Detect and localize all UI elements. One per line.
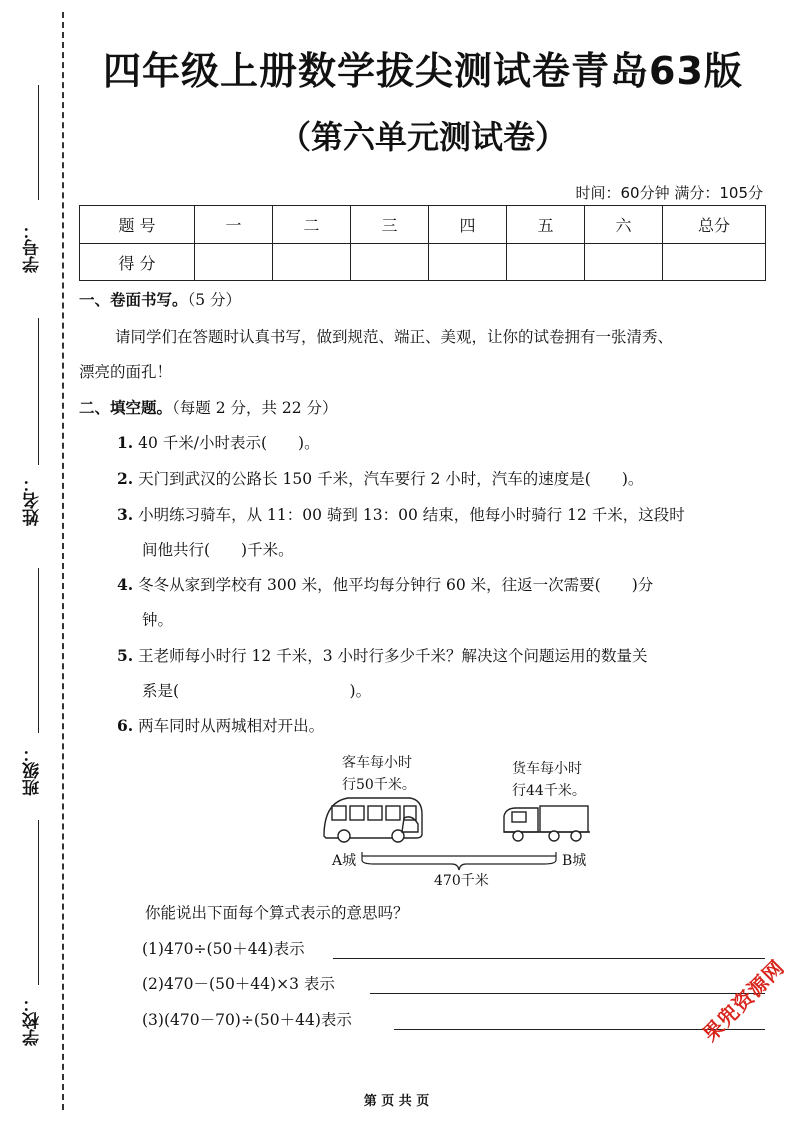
score-cell[interactable]	[663, 244, 766, 281]
score-header-cell: 总分	[663, 206, 766, 244]
q6-item-2: (2)470－(50＋44)×3 表示	[142, 975, 335, 993]
q6-item-3: (3)(470－70)÷(50＋44)表示	[142, 1011, 352, 1029]
exam-info: 时间：60分钟 满分：105分	[575, 184, 763, 202]
page-footer: 第 页 共 页	[363, 1094, 430, 1109]
score-table-header-row	[80, 206, 766, 244]
question-number: 6.	[117, 716, 134, 735]
score-header-cell: 三	[351, 206, 429, 244]
score-table	[79, 205, 766, 281]
name-line	[38, 318, 39, 465]
distance-brace	[362, 852, 556, 870]
section1-heading: 一、卷面书写。	[79, 291, 188, 309]
question-number: 3.	[117, 505, 134, 524]
q6-item-1: (1)470÷(50＋44)表示	[142, 940, 305, 958]
question-6	[117, 716, 324, 736]
truck-icon	[504, 806, 590, 841]
name-label: 姓名：	[23, 475, 43, 526]
question-number: 5.	[117, 646, 134, 665]
q6-prompt: 你能说出下面每个算式表示的意思吗？	[145, 904, 409, 922]
section1-text: 请同学们在答题时认真书写，做到规范、端正、美观，让你的试卷拥有一张清秀、	[115, 328, 674, 346]
city-a-label: A城	[332, 853, 357, 869]
question-4	[117, 575, 653, 595]
city-b-label: B城	[562, 853, 587, 869]
score-cell[interactable]	[273, 244, 351, 281]
bus-icon	[324, 798, 422, 842]
question-number: 2.	[117, 469, 134, 488]
binding-margin	[0, 0, 70, 1122]
question-number: 4.	[117, 575, 134, 594]
score-header-cell: 五	[507, 206, 585, 244]
question-text: 小明练习骑车，从 11：00 骑到 13：00 结束，他每小时骑行 12 千米，这段时	[138, 506, 685, 524]
section2-heading-line	[79, 398, 338, 418]
question-text: 两车同时从两城相对开出。	[138, 717, 325, 735]
section2-heading: 二、填空题。	[79, 399, 173, 417]
question-text: 系是( )。	[142, 682, 372, 700]
watermark: 果兜资源网	[697, 954, 790, 1047]
question-5	[117, 646, 648, 666]
truck-speech-line: 货车每小时	[512, 761, 582, 777]
two-vehicles-figure	[318, 752, 598, 892]
school-label: 学校：	[23, 995, 43, 1046]
score-cell[interactable]	[429, 244, 507, 281]
answer-line[interactable]	[333, 958, 765, 959]
section1-text: 漂亮的面孔！	[79, 363, 173, 381]
section1-points: （5 分）	[187, 291, 242, 309]
question-text: 钟。	[142, 611, 174, 629]
answer-line[interactable]	[370, 993, 765, 994]
score-table-score-row	[80, 244, 766, 281]
score-cell[interactable]	[507, 244, 585, 281]
question-text: 40 千米/小时表示( )。	[138, 434, 320, 452]
score-header-cell: 题 号	[80, 206, 195, 244]
score-row-label: 得 分	[80, 244, 195, 281]
distance-label: 470千米	[434, 873, 489, 889]
question-text: 间他共行( )千米。	[142, 541, 294, 559]
cut-dashed-line	[62, 12, 64, 1110]
question-text: 冬冬从家到学校有 300 米，他平均每分钟行 60 米，往返一次需要( )分	[138, 576, 654, 594]
question-2	[117, 469, 643, 489]
section2-points: （每题 2 分，共 22 分）	[172, 399, 338, 417]
question-number: 1.	[117, 433, 134, 452]
student-id-label: 学号：	[23, 222, 43, 273]
class-label: 班级：	[23, 745, 43, 796]
question-text: 王老师每小时行 12 千米，3 小时行多少千米？解决这个问题运用的数量关	[138, 647, 648, 665]
score-header-cell: 四	[429, 206, 507, 244]
score-header-cell: 六	[585, 206, 663, 244]
school-line	[38, 820, 39, 985]
truck-speech-line: 行44千米。	[512, 783, 586, 799]
question-text: 天门到武汉的公路长 150 千米，汽车要行 2 小时，汽车的速度是( )。	[138, 470, 644, 488]
score-header-cell: 一	[195, 206, 273, 244]
score-cell[interactable]	[351, 244, 429, 281]
bus-speech-line: 行50千米。	[342, 777, 416, 793]
question-1	[117, 433, 320, 453]
class-line	[38, 568, 39, 733]
bus-speech-line: 客车每小时	[342, 755, 412, 771]
page-title: 四年级上册数学拔尖测试卷青岛63版	[103, 49, 743, 93]
page-subtitle: （第六单元测试卷）	[278, 118, 567, 156]
score-header-cell: 二	[273, 206, 351, 244]
question-3	[117, 505, 685, 525]
score-cell[interactable]	[195, 244, 273, 281]
score-cell[interactable]	[585, 244, 663, 281]
section1-heading-line	[79, 290, 241, 310]
